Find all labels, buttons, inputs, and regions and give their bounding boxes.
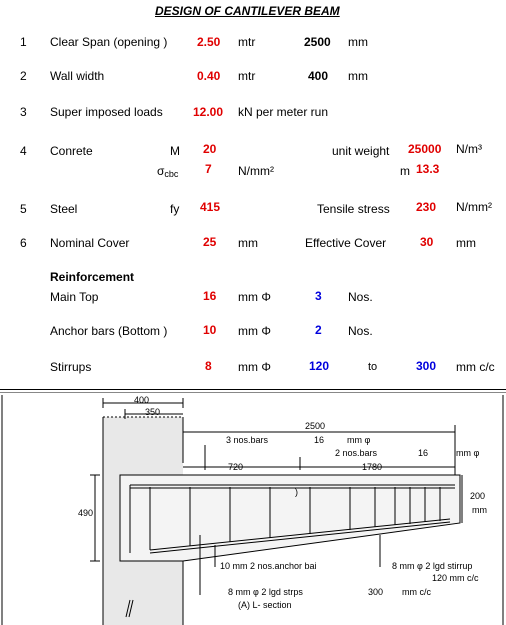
section-divider-shadow <box>0 392 506 393</box>
dim-350: 350 <box>145 407 161 417</box>
row-6-number: 6 <box>20 236 27 250</box>
concrete-grade-symbol: M <box>170 144 180 158</box>
dim-1780: 1780 <box>362 462 383 472</box>
wall-width-mm-unit: mm <box>348 69 368 83</box>
stirrups-unit: mm Φ <box>238 360 271 374</box>
stirrups-spacing-from: 120 <box>309 359 330 373</box>
superimposed-load-unit: kN per meter run <box>238 105 329 119</box>
effective-cover-unit: mm <box>456 236 476 250</box>
bottom-note-b: 300 <box>368 587 384 597</box>
anchor-bars-unit: mm Φ <box>238 324 271 338</box>
tensile-stress-unit: N/mm² <box>456 200 492 214</box>
fy-label: fy <box>170 202 180 216</box>
concrete-grade-value: 20 <box>203 142 217 156</box>
dim-720: 720 <box>228 462 244 472</box>
clear-span-mtr-value: 2.50 <box>197 35 221 49</box>
stirrup-note-1: 8 mm φ 2 lgd stirrup <box>392 561 473 571</box>
row-1-number: 1 <box>20 35 27 49</box>
unit-weight-label: unit weight <box>332 144 390 158</box>
steel-label: Steel <box>50 202 78 216</box>
sigma-cbc-unit: N/mm² <box>238 164 274 178</box>
wall-width-label: Wall width <box>50 69 105 83</box>
effective-cover-value: 30 <box>420 235 434 249</box>
nominal-cover-value: 25 <box>203 235 217 249</box>
dim-490: 490 <box>78 508 94 518</box>
stirrups-dia: 8 <box>205 359 212 373</box>
top-bars-label: 3 nos.bars <box>226 435 269 445</box>
wall-width-mm-value: 400 <box>308 69 329 83</box>
dim-200-unit: mm <box>472 505 487 515</box>
reinforcement-heading: Reinforcement <box>50 270 135 284</box>
dim-200: 200 <box>470 491 486 501</box>
cantilever-section-drawing <box>0 395 506 625</box>
modular-ratio-value: 13.3 <box>416 162 440 176</box>
row-3-number: 3 <box>20 105 27 119</box>
top-bars-dia: 16 <box>314 435 325 445</box>
nominal-cover-unit: mm <box>238 236 258 250</box>
wall-width-mtr-value: 0.40 <box>197 69 221 83</box>
dim-2500: 2500 <box>305 421 326 431</box>
tensile-stress-value: 230 <box>416 200 437 214</box>
main-top-label: Main Top <box>50 290 99 304</box>
page-title: DESIGN OF CANTILEVER BEAM <box>155 4 340 18</box>
clear-span-mm-unit: mm <box>348 35 368 49</box>
section-label: (A) L- section <box>238 600 292 610</box>
bottom-note-c: mm c/c <box>402 587 431 597</box>
unit-weight-value: 25000 <box>408 142 442 156</box>
main-top-unit: mm Φ <box>238 290 271 304</box>
top-bars-unit: mm φ <box>347 435 371 445</box>
anchor-bars-nos-label: Nos. <box>348 324 373 338</box>
anchor-bars-dia: 10 <box>203 323 217 337</box>
row-5-number: 5 <box>20 202 27 216</box>
svg-text:): ) <box>295 487 298 497</box>
unit-weight-unit: N/m³ <box>456 142 482 156</box>
mid-bars-unit: mm φ <box>456 448 480 458</box>
concrete-label: Conrete <box>50 144 93 158</box>
clear-span-label: Clear Span (opening ) <box>50 35 168 49</box>
mid-bars-label: 2 nos.bars <box>335 448 378 458</box>
superimposed-load-label: Super imposed loads <box>50 105 163 119</box>
bottom-note-a: 8 mm φ 2 lgd strps <box>228 587 303 597</box>
section-divider <box>0 389 506 390</box>
anchor-bars-label: Anchor bars (Bottom ) <box>50 324 168 338</box>
nominal-cover-label: Nominal Cover <box>50 236 130 250</box>
stirrups-to-label: to <box>368 361 378 373</box>
wall-width-mtr-unit: mtr <box>238 69 256 83</box>
mid-bars-dia: 16 <box>418 448 429 458</box>
effective-cover-label: Effective Cover <box>305 236 387 250</box>
modular-ratio-label: m <box>400 164 410 178</box>
main-top-nos-label: Nos. <box>348 290 373 304</box>
row-2-number: 2 <box>20 69 27 83</box>
main-top-nos: 3 <box>315 289 322 303</box>
main-top-dia: 16 <box>203 289 217 303</box>
dim-400: 400 <box>134 395 150 405</box>
stirrup-note-2: 120 mm c/c <box>432 573 479 583</box>
tensile-stress-label: Tensile stress <box>317 202 390 216</box>
anchor-bars-nos: 2 <box>315 323 322 337</box>
stirrups-spacing-unit: mm c/c <box>456 360 495 374</box>
anchor-bars-note: 10 mm 2 nos.anchor bai <box>220 561 317 571</box>
clear-span-mm-value: 2500 <box>304 35 331 49</box>
row-4-number: 4 <box>20 144 27 158</box>
sigma-cbc-label: σcbc <box>157 164 179 179</box>
stirrups-label: Stirrups <box>50 360 92 374</box>
stirrups-spacing-to: 300 <box>416 359 437 373</box>
sigma-cbc-value: 7 <box>205 162 212 176</box>
clear-span-mtr-unit: mtr <box>238 35 256 49</box>
fy-value: 415 <box>200 200 221 214</box>
superimposed-load-value: 12.00 <box>193 105 224 119</box>
